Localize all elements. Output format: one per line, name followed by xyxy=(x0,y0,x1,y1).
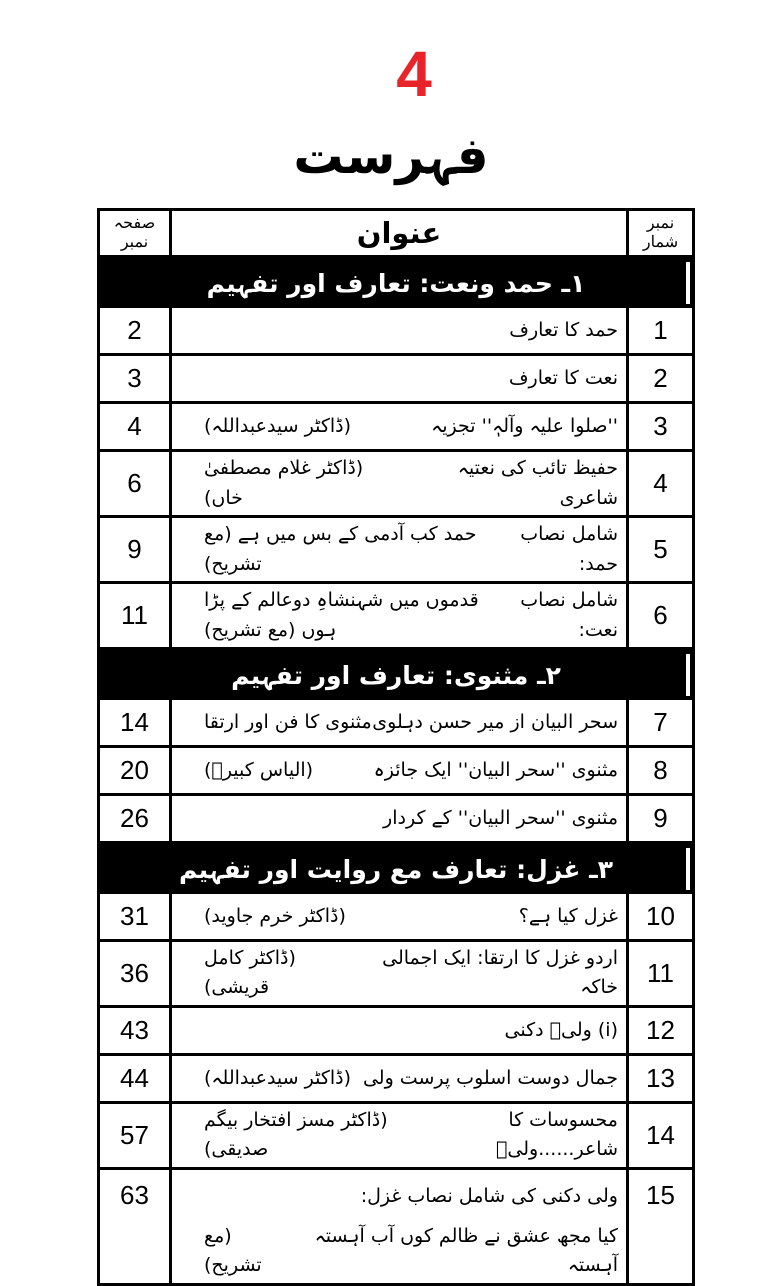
column-header-serial: نمبر شمار xyxy=(626,211,692,255)
entry-title: اردو غزل کا ارتقا: ایک اجمالی خاکہ xyxy=(382,947,618,999)
serial-cell: 9 xyxy=(626,796,692,841)
entry-title: غزل کیا ہے؟ xyxy=(518,904,618,927)
table-row xyxy=(100,452,692,518)
section-heading-text: ۲ـ مثنوی: تعارف اور تفہیم xyxy=(231,660,561,690)
table-header-row xyxy=(100,211,692,258)
page-number-cell: 6 xyxy=(100,452,172,515)
page-number-cell: 11 xyxy=(100,584,172,647)
serial-cell: 7 xyxy=(626,700,692,745)
entry-attribution: (ڈاکٹر سیدعبداللہ) xyxy=(204,415,352,438)
entry-attribution: (الیاس کبیرؔ) xyxy=(204,758,314,781)
title-cell xyxy=(172,1008,626,1053)
table-row xyxy=(100,894,692,942)
section-heading-text: ۳ـ غزل: تعارف مع روایت اور تفہیم xyxy=(179,854,613,884)
table-row xyxy=(100,942,692,1008)
entry-attribution: (ڈاکٹر غلام مصطفیٰ خاں) xyxy=(204,457,364,509)
title-cell xyxy=(172,942,626,1005)
serial-cell: 14 xyxy=(626,1104,692,1167)
section-header xyxy=(100,258,692,308)
serial-cell: 8 xyxy=(626,748,692,793)
title-cell xyxy=(172,518,626,581)
entry-title: نعت کا تعارف xyxy=(508,367,618,390)
serial-cell: 6 xyxy=(626,584,692,647)
page-number-cell: 57 xyxy=(100,1104,172,1167)
title-cell xyxy=(172,1056,626,1101)
table-row xyxy=(100,796,692,844)
table-row xyxy=(100,404,692,452)
serial-cell: 5 xyxy=(626,518,692,581)
table-row xyxy=(100,748,692,796)
column-header-title-text: عنوان xyxy=(356,216,442,251)
entry-title: ''صلوا علیہ وآلہٖ'' تجزیہ xyxy=(431,415,618,438)
page-number-cell: 36 xyxy=(100,942,172,1005)
entry-attribution: (ڈاکٹر سیدعبداللہ) xyxy=(204,1066,352,1089)
title-cell xyxy=(172,356,626,401)
section-heading-text: ۱ـ حمد ونعت: تعارف اور تفہیم xyxy=(206,268,586,298)
entry-left-text: حمد کب آدمی کے بس میں ہے (مع تشریح) xyxy=(204,523,477,575)
entry-title: حمد کا تعارف xyxy=(509,319,618,342)
title-cell xyxy=(172,404,626,449)
serial-cell: 11 xyxy=(626,942,692,1005)
table-row xyxy=(100,584,692,650)
entry-title: جمال دوست اسلوب پرست ولی xyxy=(362,1066,618,1089)
table-row xyxy=(100,700,692,748)
title-cell xyxy=(172,584,626,647)
document-title: فہرست xyxy=(293,127,489,185)
title-cell xyxy=(172,894,626,939)
table-row xyxy=(100,1104,692,1170)
entry-title: شامل نصاب نعت: xyxy=(520,589,618,641)
entry-left-text: مثنوی کا فن اور ارتقا xyxy=(204,710,372,733)
page-number-top: 4 xyxy=(396,38,432,110)
title-cell xyxy=(172,796,626,841)
entry-title: سحر البیان از میر حسن دہلوی xyxy=(372,710,618,733)
title-cell xyxy=(172,308,626,353)
entry-title: مثنوی ''سحر البیان'' ایک جائزہ xyxy=(373,758,618,781)
serial-cell: 4 xyxy=(626,452,692,515)
page-number-cell: 26 xyxy=(100,796,172,841)
serial-cell: 1 xyxy=(626,308,692,353)
page-number-cell: 31 xyxy=(100,894,172,939)
serial-cell: 13 xyxy=(626,1056,692,1101)
serial-cell: 15 xyxy=(626,1170,692,1283)
entry-left-text-line2: (مع تشریح) xyxy=(204,1224,262,1277)
table-row xyxy=(100,308,692,356)
toc-table xyxy=(97,208,695,1286)
title-cell xyxy=(172,1170,626,1283)
page-number-cell: 2 xyxy=(100,308,172,353)
entry-title-line2: کیا مجھ عشق نے ظالم کوں آب آہستہ آہستہ xyxy=(314,1224,618,1277)
table-row xyxy=(100,1170,692,1283)
entry-title: ولی دکنی کی شامل نصاب غزل: xyxy=(360,1185,618,1208)
page-number-cell: 14 xyxy=(100,700,172,745)
page-number-cell: 43 xyxy=(100,1008,172,1053)
title-cell xyxy=(172,700,626,745)
serial-cell: 12 xyxy=(626,1008,692,1053)
title-cell xyxy=(172,1104,626,1167)
entry-left-text: قدموں میں شہنشاہِ دوعالم کے پڑا ہوں (مع تشریح) xyxy=(204,589,479,641)
page-number-cell: 3 xyxy=(100,356,172,401)
page-number-cell: 44 xyxy=(100,1056,172,1101)
entry-title: مثنوی ''سحر البیان'' کے کردار xyxy=(383,806,618,829)
section-header xyxy=(100,844,692,894)
serial-cell: 10 xyxy=(626,894,692,939)
entry-title: محسوسات کا شاعر......ولیؔ xyxy=(496,1108,618,1161)
column-header-title xyxy=(172,211,626,255)
table-row xyxy=(100,1008,692,1056)
entry-title: شامل نصاب حمد: xyxy=(520,523,618,575)
entry-title: حفیظ تائب کی نعتیہ شاعری xyxy=(457,457,618,509)
entry-attribution: (ڈاکٹر کامل قریشی) xyxy=(204,947,296,999)
serial-cell: 3 xyxy=(626,404,692,449)
table-row xyxy=(100,518,692,584)
entry-title: (i) ولیؔ دکنی xyxy=(504,1018,618,1041)
entry-attribution: (ڈاکٹر مسز افتخار بیگم صدیقی) xyxy=(204,1108,388,1161)
table-row xyxy=(100,356,692,404)
table-row xyxy=(100,1056,692,1104)
page-number-cell: 4 xyxy=(100,404,172,449)
page-number-cell: 20 xyxy=(100,748,172,793)
title-cell xyxy=(172,452,626,515)
title-cell xyxy=(172,748,626,793)
serial-cell: 2 xyxy=(626,356,692,401)
column-header-page: صفحہ نمبر xyxy=(100,211,172,255)
page-number-cell: 63 xyxy=(100,1170,172,1283)
page-number-cell: 9 xyxy=(100,518,172,581)
entry-attribution: (ڈاکٹر خرم جاوید) xyxy=(204,904,346,927)
section-header xyxy=(100,650,692,700)
